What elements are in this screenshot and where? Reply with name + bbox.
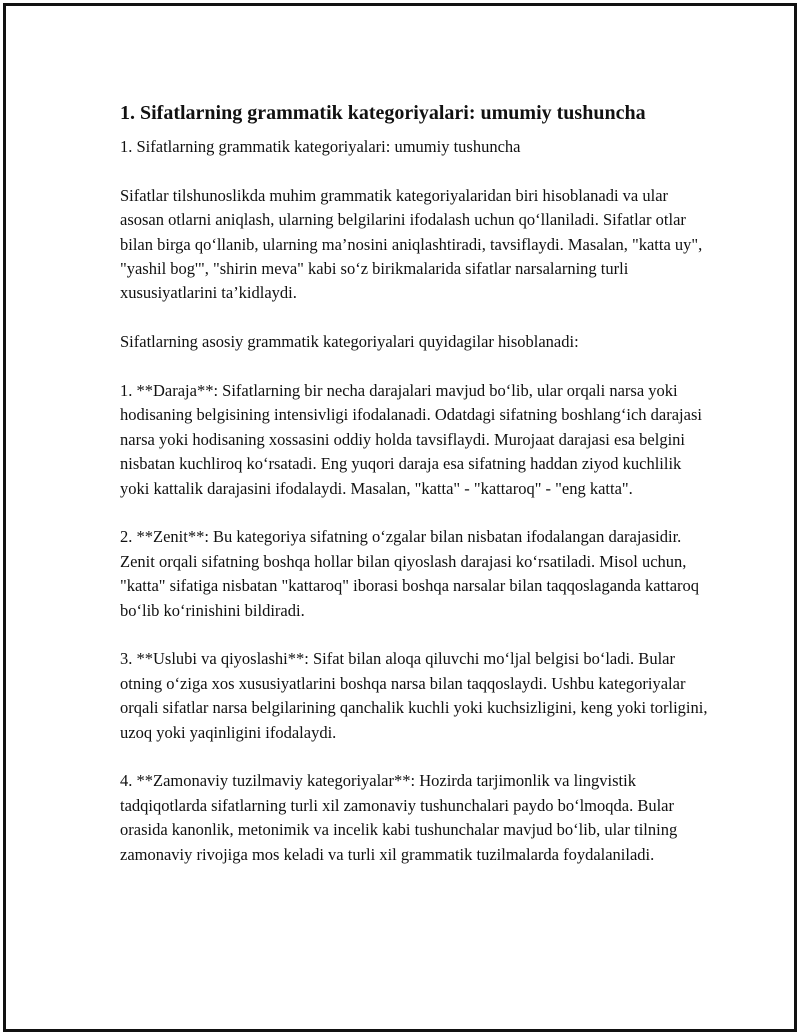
- paragraph-daraja: 1. **Daraja**: Sifatlarning bir necha darajalari mavjud bo‘lib, ular orqali narsa yoki hodisaning belgisining intensivligi ifodalanadi. Odatdagi sifatning boshlang‘ich darajasi narsa yoki hodisaning xossasini oddiy holda tavsiflaydi. Murojaat darajasi esa belgini nisbatan kuchliroq ko‘rsatadi. Eng yuqori daraja esa sifatning haddan ziyod kuchlilik yoki kattalik darajasini ifodalaydi. Masalan, "katta" - "kattaroq" - "eng katta".: [120, 381, 702, 498]
- paragraph-zenit: 2. **Zenit**: Bu kategoriya sifatning o‘zgalar bilan nisbatan ifodalangan darajasidir. Zenit orqali sifatning boshqa hollar bilan qiyoslash darajasi ko‘rsatiladi. Misol uchun, "katta" sifatiga nisbatan "kattaroq" iborasi boshqa narsalar bilan taqqoslaganda kattaroq bo‘lib ko‘rinishini bildiradi.: [120, 527, 700, 620]
- paragraph-intro-heading: 1. Sifatlarning grammatik kategoriyalari: umumiy tushuncha: [120, 137, 521, 156]
- page-frame: [3, 3, 797, 1032]
- paragraph-definition: Sifatlar tilshunoslikda muhim grammatik kategoriyalaridan biri hisoblanadi va ular asosan otlarni aniqlash, ularning belgilarini ifodalash uchun qo‘llaniladi. Sifatlar otlar bilan birga qo‘llanib, ularning ma’nosini aniqlashtiradi, tavsiflaydi. Masalan, "katta uy", "yashil bog'", "shirin meva" kabi so‘z birikmalarida sifatlar narsalarning turli xususiyatlarini ta’kidlaydi.: [120, 185, 703, 303]
- paragraph-zamonaviy: 4. **Zamonaviy tuzilmaviy kategoriyalar**: Hozirda tarjimonlik va lingvistik tadqiqotlarda sifatlarning turli xil zamonaviy tushunchalari paydo bo‘lmoqda. Bular orasida kanonlik, metonimik va incelik kabi tushunchalar mavjud bo‘lib, ular tilning zamonaviy rivojiga mos keladi va turli xil grammatik tuzilmalarda foydalaniladi.: [120, 771, 678, 864]
- document-body: [120, 99, 710, 891]
- paragraph-uslubi: 3. **Uslubi va qiyoslashi**: Sifat bilan aloqa qiluvchi mo‘ljal belgisi bo‘ladi. Bular otning o‘ziga xos xususiyatlarini boshqa narsa bilan taqqoslaydi. Ushbu kategoriyalar orqali sifatlar narsa belgilarining qanchalik kuchli yoki kuchsizligini, keng yoki torligini, uzoq yoki yaqinligini ifodalaydi.: [120, 649, 708, 742]
- paragraph-categories-lead: Sifatlarning asosiy grammatik kategoriyalari quyidagilar hisoblanadi:: [120, 332, 579, 352]
- page-title: 1. Sifatlarning grammatik kategoriyalari: umumiy tushuncha: [120, 102, 646, 124]
